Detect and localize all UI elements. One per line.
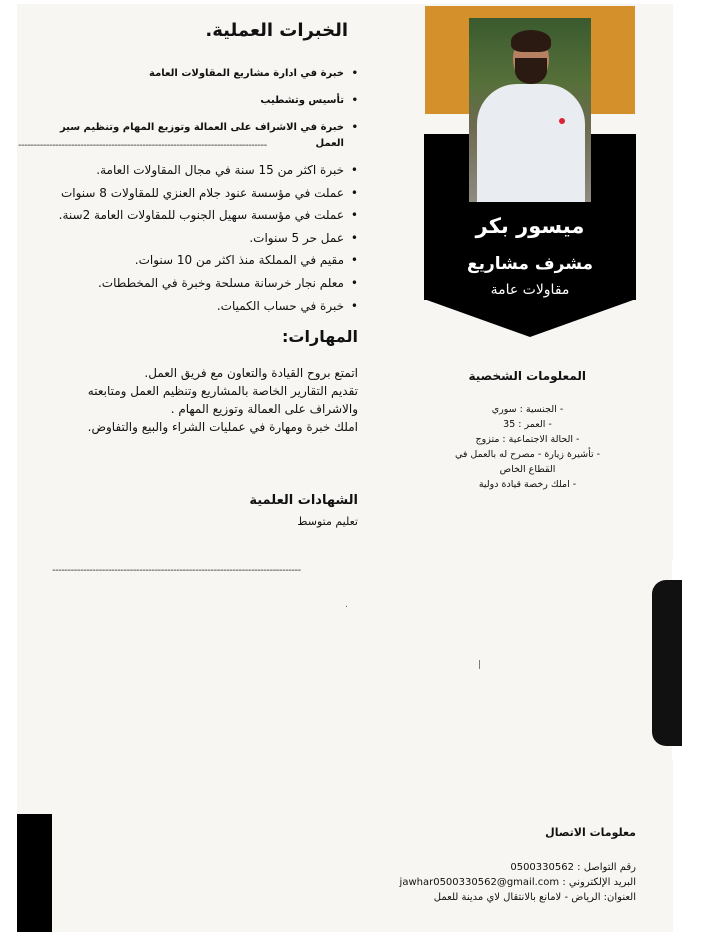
- contact-address: العنوان: الرياض - لامانع بالانتقال لاي مدينة للعمل: [433, 892, 636, 903]
- contact-phone[interactable]: رقم التواصل : 0500330562: [510, 862, 636, 873]
- personal-info-heading: المعلومات الشخصية: [468, 369, 586, 383]
- corner-black-block: [17, 814, 52, 932]
- list-item: • عملت في مؤسسة عنود جلام العنزي للمقاولات 8 سنوات: [28, 183, 358, 206]
- profile-name: ميسور بكر: [475, 214, 585, 238]
- personal-info-line: - املك رخصة قيادة دولية: [478, 479, 577, 490]
- certificates-heading: الشهادات العلمية: [249, 493, 358, 508]
- photo-beard: [515, 58, 547, 84]
- contact-email[interactable]: البريد الإلكتروني : jawhar0500330562@gmail.com: [399, 877, 636, 888]
- list-item: • خبرة في ادارة مشاريع المقاولات العامة: [38, 66, 358, 93]
- scan-speck: .: [345, 600, 348, 610]
- skills-line: املك خبرة ومهارة في عمليات الشراء والبيع والتفاوض.: [87, 420, 358, 434]
- list-item: • عمل حر 5 سنوات.: [28, 228, 358, 251]
- personal-info-line: - الجنسية : سوري: [491, 404, 564, 415]
- contact-info: [400, 860, 636, 905]
- skills-heading: المهارات:: [282, 327, 358, 346]
- list-item: • خبرة اكثر من 15 سنة في مجال المقاولات العامة.: [28, 160, 358, 183]
- experience-primary-list: [38, 66, 358, 147]
- profile-subtitle: مقاولات عامة: [490, 282, 570, 298]
- list-item: • خبرة في الاشراف على العمالة وتوزيع المهام وتنظيم سير العمل: [38, 120, 358, 147]
- profile-job-title: مشرف مشاريع: [466, 254, 594, 274]
- list-item: • خبرة في حساب الكميات.: [28, 296, 358, 319]
- page-left-margin: [0, 0, 17, 952]
- page-bottom-margin: [0, 932, 704, 952]
- list-item: • تأسيس وتشطيب: [38, 93, 358, 120]
- profile-photo: [469, 18, 591, 202]
- skills-line: تقديم التقارير الخاصة بالمشاريع وتنظيم العمل ومتابعته: [87, 384, 358, 398]
- skills-line: والاشراف على العمالة وتوزيع المهام .: [170, 402, 358, 416]
- certificates-value: تعليم متوسط: [297, 515, 358, 528]
- personal-info-line: - العمر : 35: [503, 419, 552, 430]
- photo-hair: [511, 30, 551, 52]
- personal-info-line: - الحالة الاجتماعية : متزوج: [475, 434, 580, 445]
- profile-panel-point: [424, 299, 636, 337]
- skills-line: اتمتع بروح القيادة والتعاون مع فريق العمل.: [144, 366, 358, 380]
- photo-thobe: [477, 84, 585, 202]
- experience-heading: الخبرات العملية.: [205, 20, 348, 41]
- personal-info-line: - تأشيرة زيارة - مصرح له بالعمل في: [454, 449, 601, 460]
- list-item: • معلم نجار خرسانة مسلحة وخبرة في المخططات.: [28, 273, 358, 296]
- contact-heading: معلومات الاتصال: [545, 826, 636, 839]
- section-divider: --------------------------------------------------------------------------------: [18, 140, 267, 151]
- list-item: • عملت في مؤسسة سهيل الجنوب للمقاولات العامة 2سنة.: [28, 205, 358, 228]
- photo-pocket-flower: [559, 118, 565, 124]
- skills-text: [28, 364, 358, 436]
- side-tab: [652, 580, 682, 746]
- section-divider: --------------------------------------------------------------------------------: [52, 565, 301, 576]
- experience-details-list: [28, 160, 358, 318]
- scan-speck: |: [478, 660, 482, 670]
- list-item: • مقيم في المملكة منذ اكثر من 10 سنوات.: [28, 250, 358, 273]
- personal-info-line: القطاع الخاص: [499, 464, 556, 475]
- personal-info-list: [440, 402, 615, 492]
